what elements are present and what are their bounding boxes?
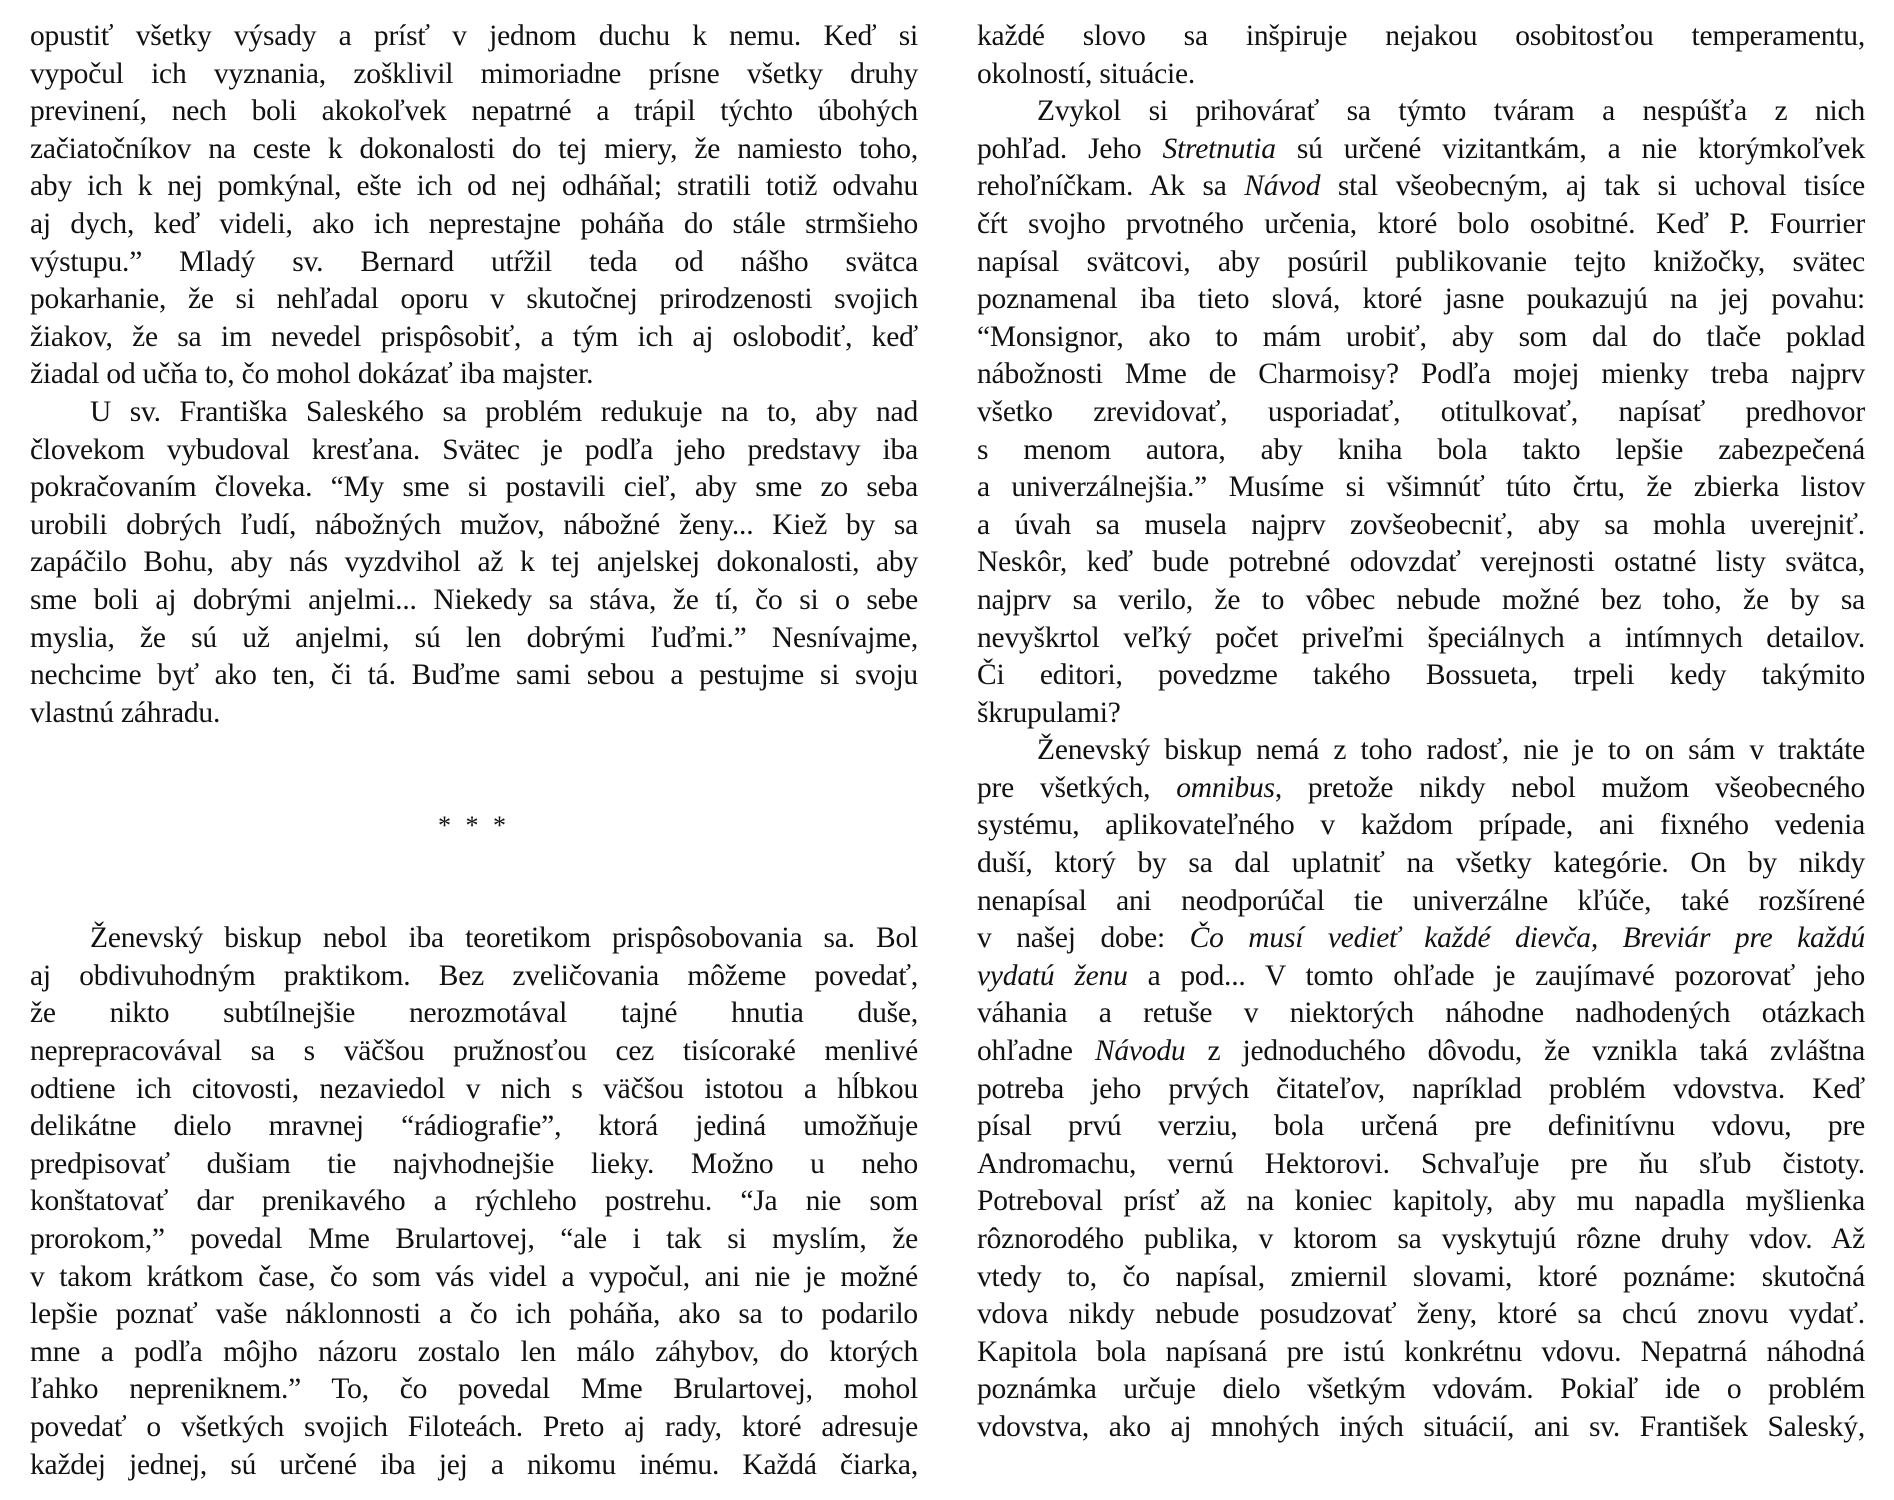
text-line [30,206,918,244]
text-line [977,1033,1865,1071]
text-line [30,657,918,695]
text-line [30,131,918,169]
text-segment: aj dych, keď videli, ako ich neprestajne poháňa do stále strmšieho [30,207,918,240]
text-segment: vlastnú záhradu. [30,696,221,729]
text-line [977,958,1865,996]
text-line [30,281,918,319]
text-segment: delikátne dielo mravnej “rádiografie”, ktorá jediná umožňuje [30,1110,918,1143]
text-line [977,244,1865,282]
text-segment: prorokom,” povedal Mme Brulartovej, “ale i tak si myslím, že [30,1223,918,1255]
text-line [977,1146,1865,1184]
italic-title-text: Návod [1244,170,1321,203]
text-segment: Zvykol si prihovárať sa týmto tváram a nespúšťa z nich [1037,95,1865,128]
text-line [977,281,1865,319]
text-segment: previnení, nech boli akokoľvek nepatrné a trápil týchto úbohých [30,95,918,128]
text-segment: nábožnosti Mme de Charmoisy? Podľa mojej mienky treba najprv [977,358,1865,391]
text-segment: výstupu.” Mladý sv. Bernard utŕžil teda od nášho svätca [30,245,918,278]
text-line [977,356,1865,394]
text-segment: poznamenal iba tieto slová, ktoré jasne poukazujú na jej povahu: [977,283,1865,316]
text-line [977,582,1865,620]
text-line [30,1183,918,1221]
text-line [977,695,1865,733]
text-line [977,1071,1865,1109]
text-line [30,244,918,282]
text-segment: systému, aplikovateľného v každom prípade, ani fixného vedenia [977,809,1865,842]
paragraph-first-line [977,93,1865,131]
left-column [30,18,918,1484]
text-segment: v našej dobe: [977,922,1190,955]
text-segment: žiadal od učňa to, čo mohol dokázať iba majster. [30,358,594,391]
italic-title-text: omnibus [1176,771,1275,804]
text-line [977,657,1865,695]
text-line [977,18,1865,56]
text-segment: Andromachu, vernú Hektorovi. Schvaľuje pre ňu sľub čistoty. [977,1147,1865,1180]
text-line [977,770,1865,808]
text-line [30,93,918,131]
text-line [30,356,918,394]
text-segment: s menom autora, aby kniha bola takto lepšie zabezpečená [977,433,1865,466]
text-segment: začiatočníkov na ceste k dokonalosti do tej miery, že namiesto toho, [30,132,918,165]
text-line [30,56,918,94]
text-segment: potreba jeho prvých čitateľov, napríklad problém vdovstva. Keď [977,1072,1865,1105]
text-segment: “Monsignor, ako to mám urobiť, aby som dal do tlače poklad [977,320,1865,353]
italic-title-text: vydatú ženu [977,959,1128,992]
text-segment: aby ich k nej pomkýnal, ešte ich od nej odháňal; stratili totiž odvahu [30,170,918,203]
text-line [30,432,918,470]
text-segment: sme boli aj dobrými anjelmi... Niekedy sa stáva, že tí, čo si o sebe [30,583,918,616]
text-segment: Potreboval prísť až na koniec kapitoly, aby mu napadla myšlienka [977,1185,1865,1218]
text-segment: vdovstva, ako aj mnohých iných situácií, ani sv. František Saleský, [977,1410,1865,1443]
text-segment: nenapísal ani neodporúčal tie univerzálne kľúče, také rozšírené [977,884,1865,917]
text-segment: aj obdivuhodným praktikom. Bez zveličovania môžeme povedať, [30,959,918,992]
text-line [977,131,1865,169]
text-line [977,1108,1865,1146]
text-line [977,1371,1865,1409]
text-segment: Neskôr, keď bude potrebné odovzdať verejnosti ostatné listy svätca, [977,546,1865,579]
text-line [977,995,1865,1033]
text-line [30,1146,918,1184]
text-segment: Ženevský biskup nebol iba teoretikom prispôsobovania sa. Bol [90,922,918,955]
text-segment: a pod... V tomto ohľade je zaujímavé pozorovať jeho [1127,959,1865,992]
paragraph-first-line [30,394,918,432]
text-segment: konštatovať dar prenikavého a rýchleho postrehu. “Ja nie som [30,1185,918,1218]
text-line [30,695,918,733]
text-segment: Či editori, povedzme takého Bossueta, trpeli kedy takýmito [977,659,1865,692]
text-segment: vypočul ich vyznania, zošklivil mimoriadne prísne všetky druhy [30,57,918,90]
text-segment: neprepracovával sa s väčšou pružnosťou cez tisícoraké menlivé [30,1035,918,1068]
text-segment: škrupulami? [977,696,1121,729]
text-line [30,469,918,507]
text-line [977,920,1865,958]
text-segment: každej jednej, sú určené iba jej a nikomu inému. Každá čiarka, [30,1448,918,1481]
text-line [977,883,1865,921]
text-segment: nechcime byť ako ten, či tá. Buďme sami sebou a pestujme si svoju [30,659,918,692]
text-line [30,1071,918,1109]
text-segment: žiakov, že sa im nevedel prispôsobiť, a tým ich aj oslobodiť, keď [30,320,918,353]
text-line [30,507,918,545]
text-segment: odtiene ich citovosti, nezaviedol v nich s väčšou istotou a hĺbkou [30,1072,918,1105]
text-line [30,544,918,582]
text-line [30,1334,918,1372]
section-separator: * * * [438,811,510,841]
text-line [977,1409,1865,1447]
paragraph-first-line [30,920,918,958]
text-line [977,319,1865,357]
text-line [30,168,918,206]
text-line [30,18,918,56]
text-segment: pohľad. Jeho [977,132,1163,165]
text-segment: zapáčilo Bohu, aby nás vyzdvihol až k tej anjelskej dokonalosti, aby [30,546,918,579]
text-segment: urobili dobrých ľudí, nábožných mužov, nábožné ženy... Kiež by sa [30,508,918,541]
text-segment: rôznorodého publika, v ktorom sa vyskytujú rôzne druhy vdov. Až [977,1223,1865,1255]
text-line [977,206,1865,244]
blank-line [30,845,918,883]
text-segment: okolností, situácie. [977,57,1196,90]
text-line [30,1409,918,1447]
text-segment: všetko zrevidovať, usporiadať, otitulkovať, napísať predhovor [977,395,1865,428]
text-line [30,1296,918,1334]
blank-line [30,883,918,921]
text-line [977,807,1865,845]
text-segment: mne a podľa môjho názoru zostalo len málo záhybov, do ktorých [30,1335,918,1368]
text-line [977,56,1865,94]
text-segment: vtedy to, čo napísal, zmiernil slovami, ktoré poznáme: skutočná [977,1260,1865,1293]
text-line [977,845,1865,883]
text-segment: písal prvú verziu, bola určená pre definitívnu vdovu, pre [977,1110,1865,1143]
text-line [977,432,1865,470]
text-line [977,1334,1865,1372]
text-segment: ohľadne [977,1035,1095,1068]
text-segment: Kapitola bola napísaná pre istú konkrétnu vdovu. Nepatrná náhodná [977,1335,1865,1368]
text-segment: Ženevský biskup nemá z toho radosť, nie je to on sám v traktáte [1037,734,1865,767]
text-segment: pre všetkých, [977,771,1177,804]
text-line [30,995,918,1033]
text-segment: myslia, že sú už anjelmi, sú len dobrými ľuďmi.” Nesnívajme, [30,621,918,654]
text-segment: vdova nikdy nebude posudzovať ženy, ktoré sa chcú znovu vydať. [977,1298,1865,1331]
text-line [977,168,1865,206]
text-segment: a úvah sa musela najprv zovšeobecniť, aby sa mohla uverejniť. [977,508,1865,541]
text-segment: najprv sa verilo, že to vôbec nebude možné bez toho, že by sa [977,583,1865,616]
text-segment: pokračovaním človeka. “My sme si postavili cieľ, aby sme zo seba [30,471,918,504]
text-segment: , pretože nikdy nebol mužom všeobecného [1274,771,1866,804]
text-line [30,1033,918,1071]
text-line [30,1447,918,1485]
italic-title-text: Stretnutia [1162,132,1276,165]
blank-line [30,770,918,808]
text-line [30,1371,918,1409]
text-line [977,1221,1865,1259]
text-segment: z jednoduchého dôvodu, že vznikla taká zvláštna [1185,1035,1865,1068]
text-line [30,319,918,357]
italic-title-text: Návodu [1094,1035,1186,1068]
blank-line [30,732,918,770]
text-segment: stal všeobecným, aj tak si uchoval tisíce [1320,170,1865,203]
text-segment: človekom vybudoval kresťana. Svätec je podľa jeho predstavy iba [30,433,918,466]
text-line [30,958,918,996]
text-segment: v takom krátkom čase, čo som vás videl a vypočul, ani nie je možné [30,1260,918,1293]
text-segment: ľahko nepreniknem.” To, čo povedal Mme Brulartovej, mohol [30,1373,918,1406]
text-line [977,394,1865,432]
text-line [977,544,1865,582]
italic-title-text: Čo musí vedieť každé dievča, Breviár pre každú [1189,922,1865,955]
text-segment: poznámka určuje dielo všetkým vdovám. Pokiaľ ide o problém [977,1373,1865,1406]
text-segment: povedať o všetkých svojich Filoteách. Preto aj rady, ktoré adresuje [30,1410,918,1443]
text-segment: duší, ktorý by sa dal uplatniť na všetky kategórie. On by nikdy [977,847,1865,880]
text-segment: napísal svätcovi, aby posúril publikovanie tejto knižočky, svätec [977,245,1865,278]
text-line [977,1259,1865,1297]
text-line [30,1108,918,1146]
text-line [30,582,918,620]
text-line [977,1183,1865,1221]
text-segment: a univerzálnejšia.” Musíme si všimnúť túto črtu, že zbierka listov [977,471,1865,504]
text-line [977,620,1865,658]
text-segment: nevyškrtol veľký počet priveľmi špeciálnych a intímnych detailov. [977,621,1865,654]
text-line [30,1259,918,1297]
right-column [977,18,1865,1447]
paragraph-first-line [977,732,1865,770]
text-segment: opustiť všetky výsady a prísť v jednom duchu k nemu. Keď si [30,20,918,52]
text-segment: sú určené vizitantkám, a nie ktorýmkoľvek [1275,132,1866,165]
text-line [30,1221,918,1259]
text-segment: U sv. Františka Saleského sa problém redukuje na to, aby nad [90,395,918,428]
text-segment: lepšie poznať vaše náklonnosti a čo ich poháňa, ako sa to podarilo [30,1298,918,1331]
text-segment: váhania a retuše v niektorých náhodne nadhodených otázkach [977,997,1865,1030]
text-line [977,1296,1865,1334]
text-segment: čŕt svojho prvotného určenia, ktoré bolo osobitné. Keď P. Fourrier [977,207,1865,240]
text-segment: každé slovo sa inšpiruje nejakou osobitosťou temperamentu, [977,20,1865,52]
text-segment: pokarhanie, že si nehľadal oporu v skutočnej prirodzenosti svojich [30,283,918,316]
text-segment: rehoľníčkam. Ak sa [977,170,1245,203]
text-line [30,620,918,658]
text-line [977,469,1865,507]
text-segment: predpisovať dušiam tie najvhodnejšie lieky. Možno u neho [30,1147,918,1180]
text-segment: že nikto subtílnejšie nerozmotával tajné hnutia duše, [30,997,918,1030]
text-line [977,507,1865,545]
